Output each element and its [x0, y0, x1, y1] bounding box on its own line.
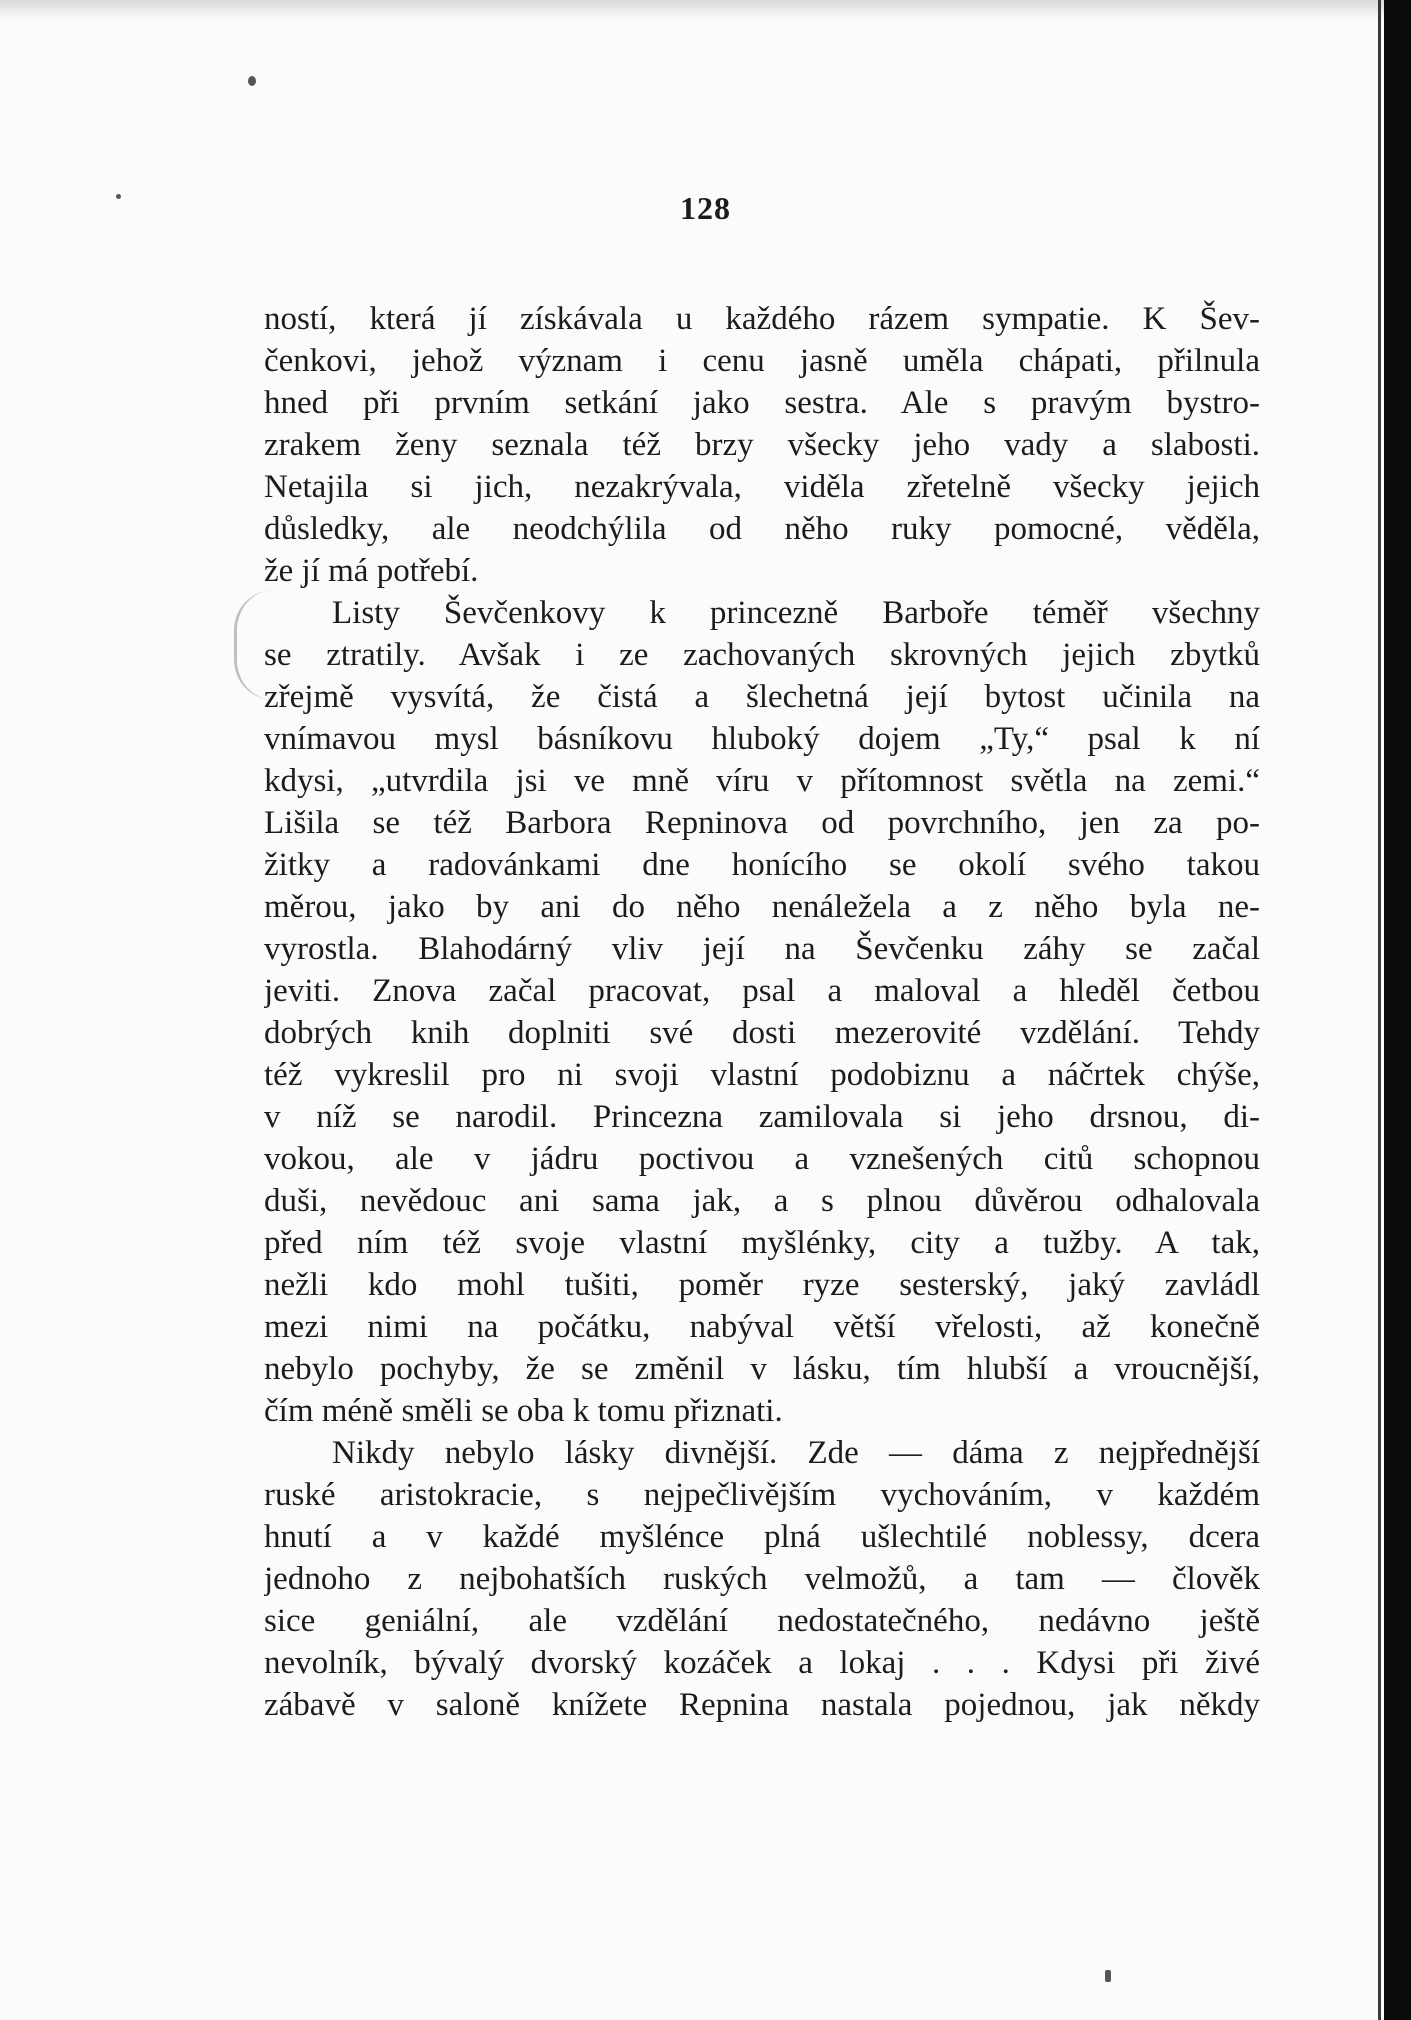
text-line: vnímavou mysl básníkovu hluboký dojem „Ty,“ psal k ní [264, 721, 1260, 757]
text-line: dobrých knih doplniti své dosti mezerovité vzdělání. Tehdy [264, 1015, 1260, 1051]
scan-edge-line [1378, 0, 1381, 2020]
body-text [264, 298, 1260, 1726]
text-line: Netajila si jich, nezakrývala, viděla zřetelně všecky jejich [264, 469, 1260, 505]
text-line: Lišila se též Barbora Repninova od povrchního, jen za po- [264, 805, 1260, 841]
text-line: hned při prvním setkání jako sestra. Ale s pravým bystro- [264, 385, 1260, 421]
text-line: kdysi, „utvrdila jsi ve mně víru v přítomnost světla na zemi.“ [264, 763, 1260, 799]
text-line: se ztratily. Avšak i ze zachovaných skrovných jejich zbytků [264, 637, 1260, 673]
paragraph [264, 592, 1260, 1432]
text-line: sice geniální, ale vzdělání nedostatečného, nedávno ještě [264, 1603, 1260, 1639]
speck-mark [1105, 1970, 1111, 1982]
text-line: žitky a radovánkami dne honícího se okolí svého takou [264, 847, 1260, 883]
text-line: vokou, ale v jádru poctivou a vznešených citů schopnou [264, 1141, 1260, 1177]
text-line: zábavě v saloně knížete Repnina nastala pojednou, jak někdy [264, 1687, 1260, 1723]
text-line: v níž se narodil. Princezna zamilovala si jeho drsnou, di- [264, 1099, 1260, 1135]
text-line: měrou, jako by ani do něho nenáležela a z něho byla ne- [264, 889, 1260, 925]
text-line: vyrostla. Blahodárný vliv její na Ševčenku záhy se začal [264, 931, 1260, 967]
speck-mark [248, 76, 256, 86]
text-line: Nikdy nebylo lásky divnější. Zde — dáma z nejpřednější [332, 1435, 1260, 1471]
text-line: hnutí a v každé myšlénce plná ušlechtilé noblessy, dcera [264, 1519, 1260, 1555]
text-line: čenkovi, jehož význam i cenu jasně uměla chápati, přilnula [264, 343, 1260, 379]
text-line: Listy Ševčenkovy k princezně Barboře téměř všechny [332, 595, 1260, 631]
scan-shadow [0, 0, 1384, 20]
text-line: před ním též svoje vlastní myšlénky, city a tužby. A tak, [264, 1225, 1260, 1261]
text-line: zrakem ženy seznala též brzy všecky jeho vady a slabosti. [264, 427, 1260, 463]
text-line: zřejmě vysvítá, že čistá a šlechetná její bytost učinila na [264, 679, 1260, 715]
text-line: že jí má potřebí. [264, 553, 479, 589]
text-line: nevolník, bývalý dvorský kozáček a lokaj . . . Kdysi při živé [264, 1645, 1260, 1681]
text-line: důsledky, ale neodchýlila od něho ruky pomocné, věděla, [264, 511, 1260, 547]
paragraph [264, 298, 1260, 592]
text-line: nežli kdo mohl tušiti, poměr ryze sesterský, jaký zavládl [264, 1267, 1260, 1303]
text-line: duši, nevědouc ani sama jak, a s plnou důvěrou odhalovala [264, 1183, 1260, 1219]
text-line: ností, která jí získávala u každého rázem sympatie. K Šev- [264, 301, 1260, 337]
scan-border [1384, 0, 1411, 2020]
paragraph [264, 1432, 1260, 1726]
text-line: nebylo pochyby, že se změnil v lásku, tím hlubší a vroucnější, [264, 1351, 1260, 1387]
text-line: čím méně směli se oba k tomu přiznati. [264, 1393, 783, 1429]
page-number: 128 [680, 190, 731, 226]
text-line: ruské aristokracie, s nejpečlivějším vychováním, v každém [264, 1477, 1260, 1513]
text-line: mezi nimi na počátku, nabýval větší vřelosti, až konečně [264, 1309, 1260, 1345]
text-line: jednoho z nejbohatších ruských velmožů, a tam — člověk [264, 1561, 1260, 1597]
text-line: též vykreslil pro ni svoji vlastní podobiznu a náčrtek chýše, [264, 1057, 1260, 1093]
text-line: jeviti. Znova začal pracovat, psal a maloval a hleděl četbou [264, 973, 1260, 1009]
